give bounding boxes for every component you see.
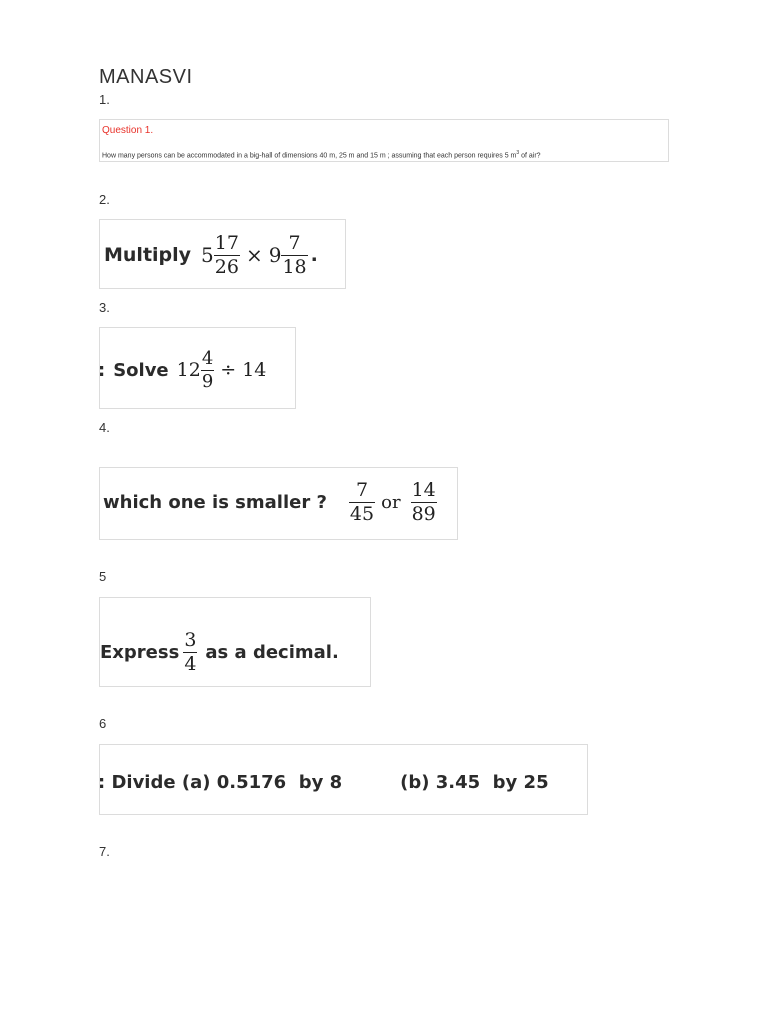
question-2-end: . [310,244,318,266]
question-5-numerator: 3 [184,628,197,651]
question-number-1: 1. [99,92,110,107]
question-number-6: 6 [99,716,107,731]
question-4-denominator-2: 89 [411,502,436,525]
question-2-whole-2: 9 [268,243,282,267]
question-number-2: 2. [99,192,110,207]
question-1-text-end: of air? [519,152,541,160]
question-2-numerator-1: 17 [214,231,239,254]
question-3-whole: 12 [176,359,201,381]
question-4-or: or [381,491,401,513]
question-1-box [99,119,669,162]
question-3-word: Solve [113,359,169,381]
question-number-7: 7. [99,844,110,859]
question-number-5: 5 [99,569,107,584]
question-3-box [99,327,296,409]
question-3-operand: 14 [242,359,267,381]
question-1-label: Question 1. [102,125,154,136]
question-2-numerator-2: 7 [288,231,301,254]
question-4-fraction-2 [411,478,437,525]
question-2-denominator-2: 18 [282,255,307,278]
question-3-numerator: 4 [201,347,214,369]
question-2-whole-1: 5 [201,243,214,267]
question-2-expression [104,226,318,284]
question-4-expression [103,472,437,532]
question-2-word: Multiply [104,244,192,266]
question-5-denominator: 4 [184,652,197,675]
question-3-expression [98,342,266,398]
question-4-text: which one is smaller ? [103,491,327,513]
question-2-fraction-2 [281,231,307,278]
question-4-box [99,467,458,540]
question-3-fraction [201,347,214,392]
question-1-text-main: How many persons can be accommodated in a big-hall of dimensions 40 m, 25 m and 15 m ; assuming that each person requires 5 m [102,152,517,160]
question-1-superscript: 3 [516,150,520,156]
question-2-fraction-1 [214,231,240,278]
question-4-numerator-2: 14 [411,478,436,501]
question-6-expression [98,767,549,797]
question-4-numerator-1: 7 [355,478,369,501]
question-2-denominator-1: 26 [214,255,239,278]
question-6-part-a: : Divide (a) 0.5176 by 8 [98,771,343,793]
question-4-fraction-1 [349,478,375,525]
question-1-text [102,150,541,159]
question-3-prefix: : [98,359,106,381]
question-3-operator: ÷ [220,359,237,381]
question-5-fraction [183,628,197,675]
question-number-3: 3. [99,300,110,315]
question-5-word: Express [100,641,180,663]
question-3-denominator: 9 [201,370,214,392]
question-5-box [99,597,371,687]
question-6-box [99,744,588,815]
question-5-rest: as a decimal. [205,641,339,663]
page-title: MANASVI [99,66,193,88]
question-6-part-b: (b) 3.45 by 25 [400,771,549,793]
question-2-operator: × [245,243,263,267]
question-number-4: 4. [99,420,110,435]
question-5-expression [100,624,339,680]
question-4-denominator-1: 45 [349,502,375,525]
question-2-box [99,219,346,289]
